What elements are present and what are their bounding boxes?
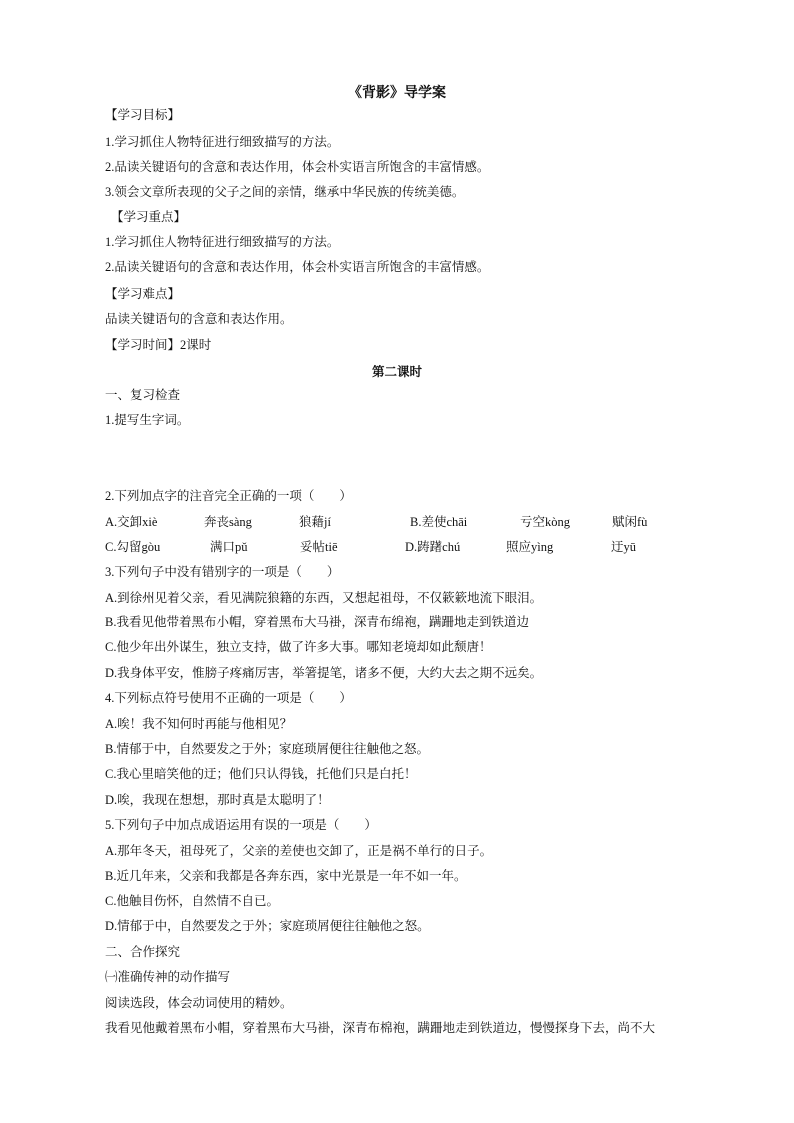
q4-option-a: A.唉！我不知何时再能与他相见？ xyxy=(105,717,293,731)
q3-option-d: D.我身体平安，惟膀子疼痛厉害，举箸提笔，诸多不便，大约大去之期不远矣。 xyxy=(105,666,543,680)
question-3-stem: 3.下列句子中没有错别字的一项是（ ） xyxy=(105,565,340,579)
q2-option-b-3: 赋闲fù xyxy=(612,515,648,529)
q5-option-b: B.近几年来，父亲和我都是各奔东西，家中光景是一年不如一年。 xyxy=(105,869,467,883)
section2-subheading: ㈠准确传神的动作描写 xyxy=(105,970,231,984)
q3-option-b: B.我看见他带着黑布小帽，穿着黑布大马褂，深青布绵袍，蹒跚地走到铁道边 xyxy=(105,615,529,629)
q5-option-d: D.情郁于中，自然要发之于外；家庭琐屑便往往触他之怒。 xyxy=(105,919,430,933)
key-point-item-2: 2.品读关键语句的含意和表达作用，体会朴实语言所饱含的丰富情感。 xyxy=(105,260,490,274)
lesson-label: 第二课时 xyxy=(371,365,422,379)
section2-instruction: 阅读选段，体会动词使用的精妙。 xyxy=(105,996,293,1010)
q2-option-a-3: 狼藉jí xyxy=(299,515,331,529)
q2-option-d-3: 迂yū xyxy=(611,540,637,554)
question-2-stem: 2.下列加点字的注音完全正确的一项（ ） xyxy=(105,489,352,503)
objective-item-2: 2.品读关键语句的含意和表达作用，体会朴实语言所饱含的丰富情感。 xyxy=(105,160,490,174)
q2-option-c-3: 妥帖tiē xyxy=(300,540,338,554)
study-time: 【学习时间】2课时 xyxy=(105,338,212,352)
section2-passage: 我看见他戴着黑布小帽，穿着黑布大马褂，深青布棉袍，蹒跚地走到铁道边，慢慢探身下去，尚不大 xyxy=(105,1021,656,1035)
section2-heading: 二、合作探究 xyxy=(105,945,181,959)
document-title: 《背影》导学案 xyxy=(348,86,446,101)
objective-item-1: 1.学习抓住人物特征进行细致描写的方法。 xyxy=(105,135,340,149)
difficulties-heading: 【学习难点】 xyxy=(105,287,181,301)
section1-heading: 一、复习检查 xyxy=(105,388,181,402)
q4-option-c: C.我心里暗笑他的迂；他们只认得钱，托他们只是白托！ xyxy=(105,767,417,781)
objective-item-3: 3.领会文章所表现的父子之间的亲情，继承中华民族的传统美德。 xyxy=(105,185,465,199)
q3-option-a: A.到徐州见着父亲，看见满院狼籍的东西，又想起祖母，不仅簌簌地流下眼泪。 xyxy=(105,591,543,605)
q2-option-c-1: C.勾留gòu xyxy=(105,540,161,554)
q2-option-b-2: 亏空kòng xyxy=(520,515,571,529)
q2-option-a-2: 奔丧sàng xyxy=(204,515,252,529)
objectives-heading: 【学习目标】 xyxy=(105,108,181,122)
q2-option-b-1: B.差使chāi xyxy=(410,515,468,529)
q3-option-c: C.他少年出外谋生，独立支持，做了许多大事。哪知老境却如此颓唐！ xyxy=(105,640,492,654)
q2-option-c-2: 满口pǔ xyxy=(210,540,248,554)
difficulties-text: 品读关键语句的含意和表达作用。 xyxy=(105,312,293,326)
key-points-heading: 【学习重点】 xyxy=(111,210,187,224)
question-1: 1.提写生字词。 xyxy=(105,413,190,427)
question-5-stem: 5.下列句子中加点成语运用有误的一项是（ ） xyxy=(105,818,377,832)
q4-option-d: D.唉，我现在想想，那时真是太聪明了！ xyxy=(105,793,330,807)
q2-option-d-2: 照应yìng xyxy=(506,540,554,554)
question-4-stem: 4.下列标点符号使用不正确的一项是（ ） xyxy=(105,691,352,705)
key-point-item-1: 1.学习抓住人物特征进行细致描写的方法。 xyxy=(105,235,340,249)
q2-option-d-1: D.踌躇chú xyxy=(405,540,461,554)
q2-option-a-1: A.交卸xiè xyxy=(105,515,158,529)
q4-option-b: B.情郁于中，自然要发之于外；家庭琐屑便往往触他之怒。 xyxy=(105,742,429,756)
q5-option-a: A.那年冬天，祖母死了，父亲的差使也交卸了，正是祸不单行的日子。 xyxy=(105,844,493,858)
q5-option-c: C.他触目伤怀，自然情不自已。 xyxy=(105,894,279,908)
